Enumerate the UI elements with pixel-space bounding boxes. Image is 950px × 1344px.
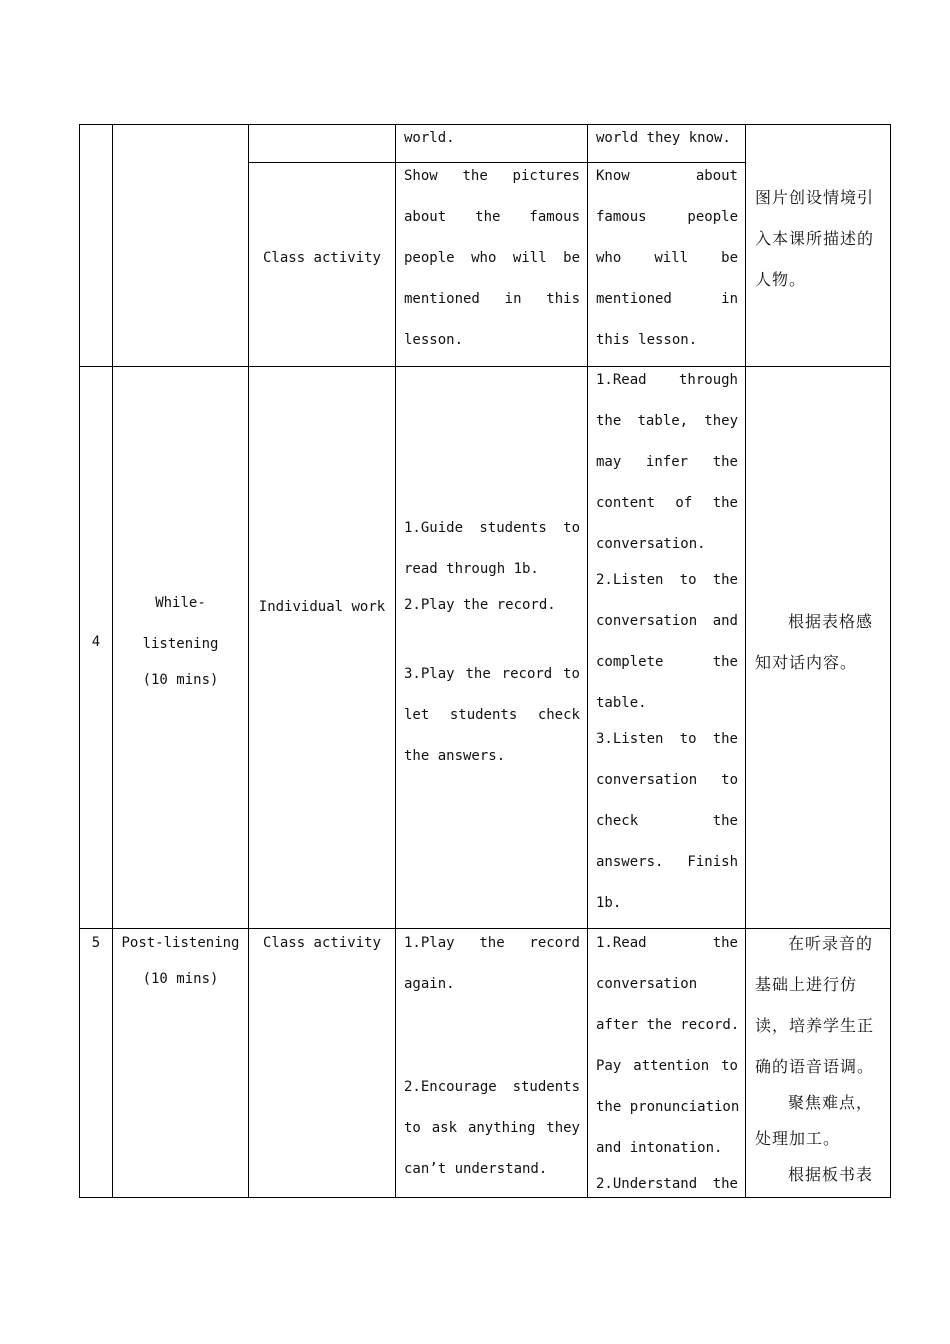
purpose-line: 基础上进行仿 — [755, 975, 858, 994]
word: famous — [529, 209, 580, 225]
word: to — [679, 572, 697, 588]
stage-line: While- — [155, 595, 206, 611]
word: mentioned — [404, 291, 480, 307]
student-activity-line: conversation — [596, 976, 698, 992]
word: who — [471, 250, 497, 266]
student-activity-line: the pronunciation — [596, 1099, 740, 1115]
word: through — [678, 372, 738, 388]
purpose-line: 处理加工。 — [755, 1129, 841, 1148]
word: 1.Read — [596, 935, 647, 951]
teacher-activity-line — [404, 238, 580, 279]
stage-cell — [113, 583, 248, 701]
word: Pay — [596, 1058, 622, 1074]
stage-cell — [113, 923, 248, 1000]
word: to — [679, 731, 697, 747]
student-activity-line: this lesson. — [596, 332, 698, 348]
purpose-line: 根据板书表 — [788, 1165, 874, 1184]
word: conversation — [596, 772, 698, 788]
student-activity-cell — [596, 923, 738, 1205]
word: 2.Encourage — [404, 1079, 497, 1095]
column-divider — [587, 124, 588, 1198]
word: 2.Understand — [596, 1176, 698, 1192]
teacher-activity-line — [404, 1067, 580, 1108]
purpose-line: 人物。 — [755, 270, 807, 289]
student-activity-line — [596, 279, 738, 320]
word: people — [404, 250, 455, 266]
student-activity-line: world they know. — [596, 130, 731, 146]
organization-cell — [249, 238, 395, 279]
column-divider — [890, 124, 891, 1198]
word: who — [596, 250, 622, 266]
word: 1.Guide — [404, 520, 464, 536]
word: students — [449, 707, 518, 723]
stage-line: listening — [142, 636, 219, 652]
teacher-activity-line: world. — [404, 130, 455, 146]
word: the — [475, 209, 501, 225]
word: anything — [467, 1120, 536, 1136]
organization-label: Class activity — [262, 935, 381, 951]
word: answers. — [596, 854, 664, 870]
word: may — [596, 454, 622, 470]
teacher-activity-line: can’t understand. — [404, 1161, 548, 1177]
step-number-text: 5 — [91, 935, 101, 951]
word: table, — [637, 413, 689, 429]
student-activity-line: after the record. — [596, 1017, 740, 1033]
student-activity-line — [596, 923, 738, 964]
stage-line: (10 mins) — [142, 971, 219, 987]
organization-label: Individual work — [258, 599, 386, 615]
word: the — [479, 935, 505, 951]
word: in — [504, 291, 522, 307]
student-activity-line — [596, 197, 738, 238]
word: the — [712, 654, 738, 670]
word: infer — [645, 454, 689, 470]
table-row-continuation — [404, 118, 580, 159]
row-divider — [79, 366, 891, 367]
teacher-activity-cell — [404, 156, 580, 361]
purpose-line: 在听录音的 — [788, 934, 874, 953]
teacher-activity-cell — [404, 923, 580, 1190]
word: in — [721, 291, 738, 307]
word: the — [712, 495, 738, 511]
student-activity-line — [596, 760, 738, 801]
teacher-activity-line — [404, 626, 580, 654]
student-activity-line — [596, 801, 738, 842]
word: about — [404, 209, 447, 225]
purpose-cell — [755, 177, 885, 300]
word: record — [529, 935, 580, 951]
word: ask — [431, 1120, 458, 1136]
purpose-line: 确的语音语调。 — [755, 1057, 875, 1076]
word: Finish — [687, 854, 738, 870]
word: to — [404, 1120, 421, 1136]
word: record — [501, 666, 553, 682]
teacher-activity-line: the answers. — [404, 748, 506, 764]
word: they — [704, 413, 738, 429]
student-activity-line: 1b. — [596, 895, 622, 911]
purpose-line: 知对话内容。 — [755, 653, 858, 672]
step-number — [80, 923, 112, 964]
student-activity-line: and intonation. — [596, 1140, 723, 1156]
student-activity-line — [596, 842, 738, 883]
word: mentioned — [596, 291, 672, 307]
word: to — [721, 1058, 738, 1074]
organization-label: Class activity — [262, 250, 381, 266]
purpose-line: 聚焦难点， — [788, 1093, 874, 1112]
step-number-text: 4 — [91, 634, 101, 650]
word: complete — [596, 654, 664, 670]
column-divider — [248, 124, 249, 1198]
word: be — [563, 250, 580, 266]
word: the — [712, 935, 738, 951]
word: to — [563, 520, 580, 536]
word: the — [596, 413, 622, 429]
teacher-activity-line — [404, 156, 580, 197]
teacher-activity-line: read through 1b. — [404, 561, 539, 577]
word: students — [512, 1079, 580, 1095]
student-activity-line — [596, 1164, 738, 1205]
word: famous — [596, 209, 647, 225]
purpose-line: 根据表格感 — [788, 612, 874, 631]
teacher-activity-line — [404, 279, 580, 320]
teacher-activity-line — [404, 654, 580, 695]
student-activity-line — [596, 601, 738, 642]
student-activity-line — [596, 483, 738, 524]
word: will — [654, 250, 689, 266]
word: Show — [404, 168, 438, 184]
word: the — [712, 572, 738, 588]
word: content — [596, 495, 656, 511]
stage-line: (10 mins) — [142, 672, 219, 688]
word: 3.Play — [404, 666, 455, 682]
word: students — [479, 520, 547, 536]
purpose-line: 入本课所描述的 — [755, 229, 875, 248]
word: people — [687, 209, 738, 225]
word: pictures — [512, 168, 580, 184]
word: to — [721, 772, 738, 788]
word: the — [712, 731, 738, 747]
word: 2.Listen — [596, 572, 664, 588]
word: the — [712, 813, 738, 829]
teacher-activity-line — [404, 923, 580, 964]
teacher-activity-line: lesson. — [404, 332, 464, 348]
word: 3.Listen — [596, 731, 664, 747]
purpose-line: 图片创设情境引 — [755, 188, 875, 207]
step-number — [80, 622, 112, 663]
word: attention — [633, 1058, 710, 1074]
student-activity-line — [596, 642, 738, 683]
organization-cell — [249, 587, 395, 628]
student-activity-cell — [596, 360, 738, 924]
purpose-line: 读，培养学生正 — [755, 1016, 875, 1035]
word: be — [721, 250, 738, 266]
word: will — [512, 250, 547, 266]
column-divider — [395, 124, 396, 1198]
word: check — [537, 707, 580, 723]
word: of — [675, 495, 693, 511]
student-activity-line — [596, 719, 738, 760]
word: the — [465, 666, 491, 682]
student-activity-line — [596, 1046, 738, 1087]
student-activity-line — [596, 360, 738, 401]
teacher-activity-line — [404, 695, 580, 736]
student-activity-line: conversation. — [596, 536, 706, 552]
word: let — [404, 707, 430, 723]
word: conversation — [596, 613, 698, 629]
student-activity-cell — [596, 156, 738, 361]
word: 1.Play — [404, 935, 455, 951]
column-divider — [745, 124, 746, 1198]
word: 1.Read — [596, 372, 647, 388]
teacher-activity-line — [404, 1108, 580, 1149]
purpose-cell — [755, 923, 885, 1195]
word: Know — [596, 168, 630, 184]
word: the — [712, 454, 738, 470]
student-activity-line — [596, 442, 738, 483]
teacher-activity-line — [404, 197, 580, 238]
student-activity-cell — [596, 118, 738, 159]
teacher-activity-line — [404, 1005, 580, 1067]
student-activity-line — [596, 560, 738, 601]
student-activity-line — [596, 238, 738, 279]
word: to — [563, 666, 580, 682]
teacher-activity-line — [404, 508, 580, 549]
teacher-activity-line: 2.Play the record. — [404, 597, 556, 613]
stage-line: Post-listening — [121, 935, 240, 951]
organization-cell — [249, 923, 395, 964]
purpose-cell — [755, 601, 885, 683]
word: about — [695, 168, 738, 184]
student-activity-line — [596, 156, 738, 197]
student-activity-line: table. — [596, 695, 647, 711]
word: the — [462, 168, 488, 184]
word: they — [546, 1120, 580, 1136]
word: the — [712, 1176, 738, 1192]
word: and — [712, 613, 738, 629]
word: check — [596, 813, 639, 829]
teacher-activity-cell — [404, 508, 580, 777]
word: this — [546, 291, 580, 307]
teacher-activity-line: again. — [404, 976, 455, 992]
table-bottom-border — [79, 1197, 891, 1198]
student-activity-line — [596, 401, 738, 442]
